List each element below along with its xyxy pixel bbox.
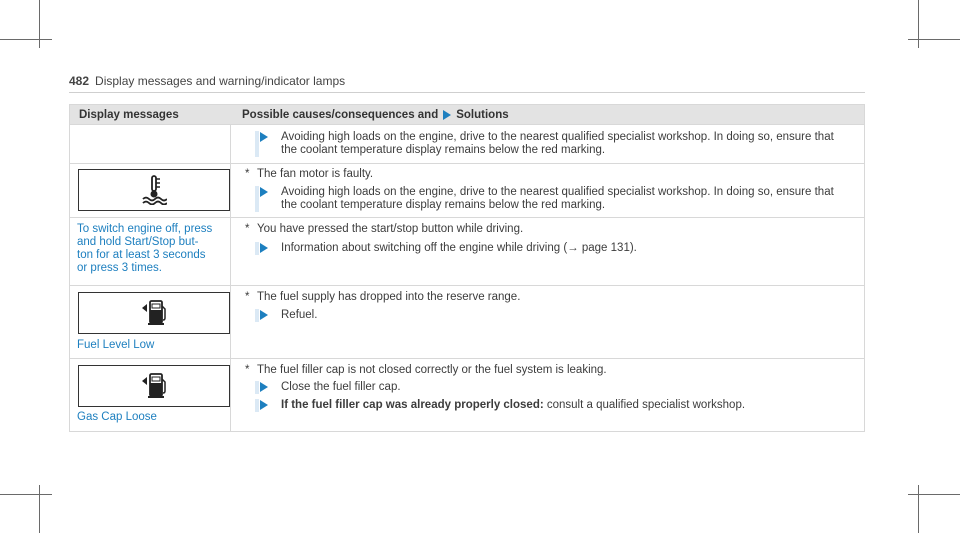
header-solutions-label: Solutions <box>456 108 509 121</box>
page-number: 482 <box>69 74 90 88</box>
solution-arrow-icon <box>260 400 268 410</box>
cause-text: * You have pressed the start/stop button while driving. <box>245 223 524 235</box>
solution-arrow-icon <box>260 310 268 320</box>
display-message: Gas Cap Loose <box>77 411 157 423</box>
solution-arrow-icon <box>260 243 268 253</box>
crop-mark <box>39 485 40 533</box>
solution-step: If the fuel filler cap was already properly closed: consult a qualified specialist workshop. <box>255 399 745 412</box>
messages-table <box>69 104 865 432</box>
crop-mark <box>0 39 52 40</box>
solution-step <box>255 242 637 255</box>
crop-mark <box>0 494 52 495</box>
page-header <box>69 74 345 88</box>
solution-step: Avoiding high loads on the engine, drive to the nearest qualified specialist workshop. In doing so, ensure that the coolant temperature display remains below the red marking. <box>255 186 834 212</box>
header-causes-solutions <box>231 109 864 121</box>
crop-mark <box>908 39 960 40</box>
fuel-pump-icon <box>78 365 230 407</box>
solution-step: Close the fuel filler cap. <box>255 381 401 394</box>
display-message: To switch engine off, press and hold Start/Stop but- ton for at least 3 seconds or press 3 times. <box>77 223 213 274</box>
page-title: Display messages and warning/indicator lamps <box>95 74 346 88</box>
header-causes-label: Possible causes/consequences and <box>242 108 439 121</box>
table-header <box>70 105 864 124</box>
table-row <box>70 163 864 217</box>
display-message: Fuel Level Low <box>77 339 155 351</box>
solution-arrow-icon <box>260 382 268 392</box>
solution-arrow-icon <box>443 110 451 120</box>
crop-mark <box>918 485 919 533</box>
table-row <box>70 124 864 163</box>
cause-text: * The fan motor is faulty. <box>245 168 374 180</box>
solution-step: Avoiding high loads on the engine, drive to the nearest qualified specialist workshop. In doing so, ensure that the coolant temperature display remains below the red marking. <box>255 131 834 157</box>
header-display-messages: Display messages <box>79 108 179 121</box>
page-reference-link[interactable]: Information about switching off the engine while driving (→ page 131). <box>281 242 637 254</box>
solution-step: Refuel. <box>255 309 317 322</box>
cause-text: * The fuel filler cap is not closed correctly or the fuel system is leaking. <box>245 364 607 376</box>
crop-mark <box>39 0 40 48</box>
solution-arrow-icon <box>260 187 268 197</box>
crop-mark <box>918 0 919 48</box>
solution-arrow-icon <box>260 132 268 142</box>
crop-mark <box>908 494 960 495</box>
cause-text: * The fuel supply has dropped into the reserve range. <box>245 291 521 303</box>
table-row <box>70 358 864 431</box>
coolant-temperature-icon <box>78 169 230 211</box>
fuel-pump-icon <box>78 292 230 334</box>
header-divider <box>69 92 865 93</box>
table-row <box>70 285 864 358</box>
table-row <box>70 217 864 285</box>
